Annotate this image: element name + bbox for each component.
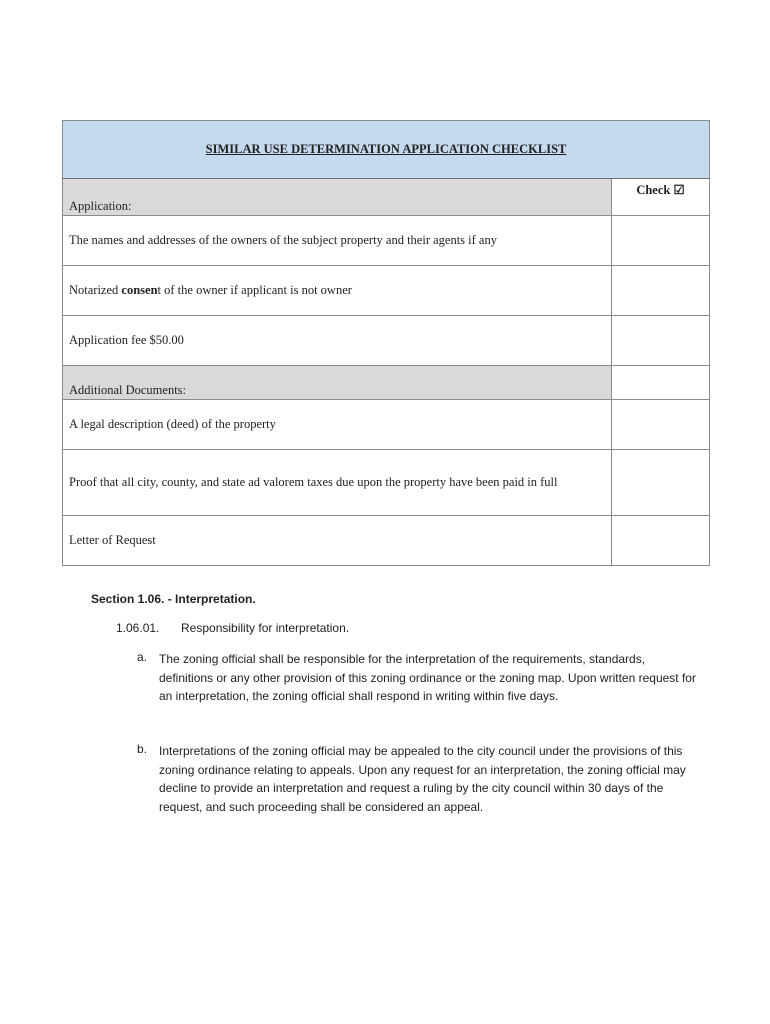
- application-section-label: Application:: [63, 179, 612, 216]
- check-cell[interactable]: [612, 516, 710, 566]
- subsection-number: 1.06.01.: [116, 621, 160, 635]
- checklist-table: [62, 120, 710, 566]
- checklist-title-row: [63, 121, 710, 179]
- additional-section-row: [63, 366, 710, 400]
- additional-section-label: Additional Documents:: [63, 366, 612, 400]
- item-owners-names: The names and addresses of the owners of the subject property and their agents if any: [63, 216, 612, 266]
- item-text-part: Notarized: [69, 283, 122, 297]
- check-cell[interactable]: [612, 400, 710, 450]
- checklist-row: [63, 400, 710, 450]
- item-notarized-consent: [63, 266, 612, 316]
- checklist-row: [63, 266, 710, 316]
- item-text-part: t of the owner if applicant is not owner: [157, 283, 352, 297]
- item-text-bold: consen: [121, 283, 158, 297]
- checklist-row: [63, 450, 710, 516]
- paragraph-b-text: Interpretations of the zoning official may be appealed to the city council under the provisions of this zoning ordinance relating to appeals. Upon any request for an interpretation, the zoning official may decline to provide an interpretation and request a ruling by the city council within 30 days of the request, and such proceeding shall be considered an appeal.: [159, 744, 686, 814]
- item-legal-description: A legal description (deed) of the property: [63, 400, 612, 450]
- item-letter-of-request: Letter of Request: [63, 516, 612, 566]
- checklist-row: [63, 516, 710, 566]
- paragraph-a-text: The zoning official shall be responsible for the interpretation of the requirements, standards, definitions or any other provision of this zoning ordinance or the zoning map. Upon written request for an interpretation, the zoning official shall respond in writing within five days.: [159, 652, 696, 703]
- checklist-row: [63, 216, 710, 266]
- item-application-fee: Application fee $50.00: [63, 316, 612, 366]
- subsection-title: Responsibility for interpretation.: [181, 621, 350, 635]
- check-cell[interactable]: [612, 216, 710, 266]
- checklist-title: SIMILAR USE DETERMINATION APPLICATION CHECKLIST: [63, 121, 710, 179]
- check-cell[interactable]: [612, 266, 710, 316]
- check-column-header: Check ☑: [612, 179, 710, 216]
- check-cell: [612, 366, 710, 400]
- section-title: Section 1.06. - Interpretation.: [91, 592, 256, 606]
- paragraph-b-label: b.: [137, 742, 148, 756]
- item-tax-proof: Proof that all city, county, and state ad valorem taxes due upon the property have been paid in full: [63, 450, 612, 516]
- paragraph-a-label: a.: [137, 650, 148, 664]
- application-section-row: [63, 179, 710, 216]
- check-cell[interactable]: [612, 450, 710, 516]
- checklist-row: [63, 316, 710, 366]
- check-cell[interactable]: [612, 316, 710, 366]
